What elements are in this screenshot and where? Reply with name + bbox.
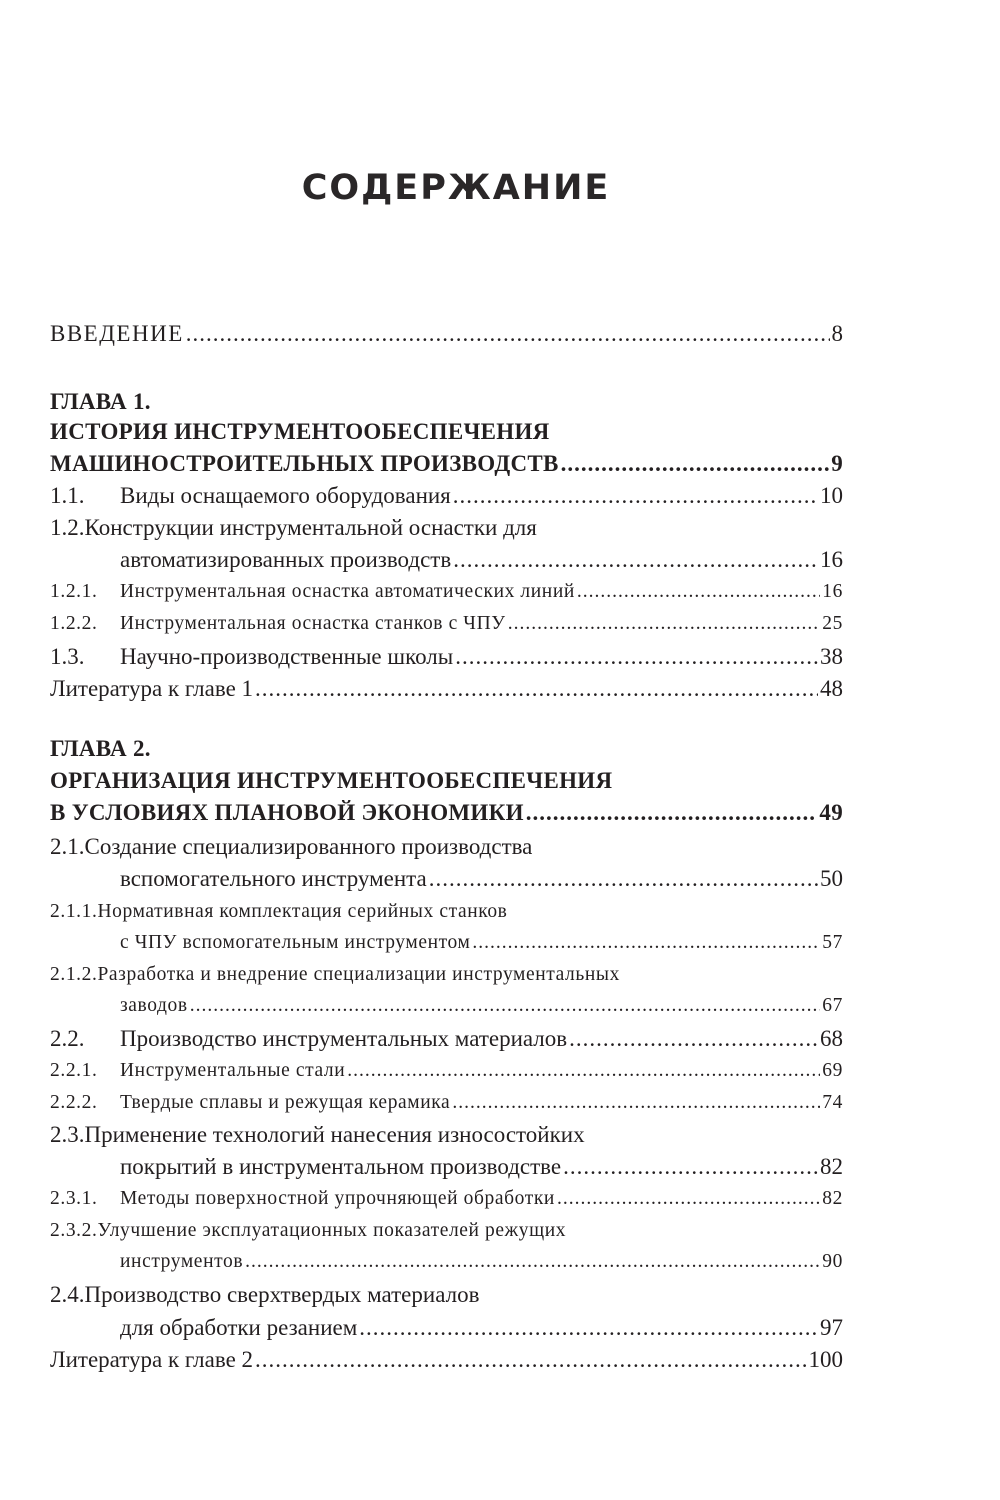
section-title: заводов [120, 995, 188, 1016]
section-title: для обработки резанием [120, 1315, 358, 1340]
chapter-title: ИСТОРИЯ ИНСТРУМЕНТООБЕСПЕЧЕНИЯ [50, 419, 550, 444]
section-title: Твердые сплавы и режущая керамика [120, 1092, 451, 1113]
section-number: 2.2.2. [50, 1092, 98, 1113]
section-title: Улучшение эксплуатационных показателей режущих [97, 1220, 567, 1241]
toc-entry-page: 38 [820, 644, 843, 669]
leader-dots [255, 1348, 806, 1371]
leader-dots [455, 645, 818, 668]
section-title: Нормативная комплектация серийных станков [97, 901, 508, 922]
toc-entry-page: 16 [820, 547, 843, 572]
chapter-title-line [50, 801, 843, 824]
toc-entry-page: 8 [831, 321, 843, 346]
toc-entry-label: ВВЕДЕНИЕ [50, 321, 184, 346]
chapter-heading: ГЛАВА 1. [50, 389, 151, 414]
chapter-title: В УСЛОВИЯХ ПЛАНОВОЙ ЭКОНОМИКИ [50, 800, 524, 825]
toc-entry [50, 902, 507, 922]
section-title: Конструкции инструментальной оснастки для [84, 515, 537, 540]
section-title: Виды оснащаемого оборудования [120, 483, 451, 508]
toc-entry [50, 614, 843, 634]
section-title: покрытий в инструментальном производстве [120, 1154, 562, 1179]
toc-entry-page: 10 [820, 483, 843, 508]
leader-dots [508, 614, 821, 634]
section-title: Инструментальные стали [120, 1060, 346, 1081]
leader-dots [245, 1252, 820, 1272]
toc-entry [50, 1027, 843, 1050]
section-title: вспомогательного инструмента [120, 866, 427, 891]
leader-dots [561, 452, 830, 475]
toc-entry-continuation [120, 933, 843, 953]
toc-entry [50, 1061, 843, 1081]
leader-dots [569, 1027, 818, 1050]
section-title: Научно-производственные школы [120, 644, 454, 669]
toc-entry-page: 82 [820, 1154, 843, 1179]
leader-dots [577, 582, 820, 602]
toc-entry-page: 16 [822, 581, 843, 602]
leader-dots [563, 1155, 818, 1178]
section-number: 2.3. [50, 1122, 85, 1147]
leader-dots [453, 484, 818, 507]
toc-entry-page: 49 [819, 800, 843, 825]
toc-entry [50, 965, 620, 985]
section-number: 2.1.1. [50, 901, 98, 922]
leader-dots [429, 867, 818, 890]
section-number: 1.3. [50, 644, 85, 669]
leader-dots [359, 1316, 818, 1339]
toc-entry [50, 484, 843, 507]
section-number: 1.1. [50, 483, 85, 508]
section-number: 1.2. [50, 515, 85, 540]
section-title: Производство инструментальных материалов [120, 1026, 568, 1051]
section-title: с ЧПУ вспомогательным инструментом [120, 932, 471, 953]
toc-entry-continuation [120, 1155, 843, 1178]
section-number: 2.3.1. [50, 1188, 98, 1209]
section-number: 1.2.1. [50, 581, 98, 602]
leader-dots [186, 322, 830, 345]
toc-entry-continuation [120, 548, 843, 571]
toc-entry [50, 1093, 843, 1113]
toc-entry-page: 74 [822, 1092, 843, 1113]
section-title: Инструментальная оснастка станков с ЧПУ [120, 613, 506, 634]
toc-entry-page: 69 [822, 1060, 843, 1081]
toc-entry-literature [50, 677, 843, 700]
toc-entry-page: 97 [820, 1315, 843, 1340]
toc-entry-page: 82 [822, 1188, 843, 1209]
toc-entry [50, 582, 843, 602]
chapter-title: МАШИНОСТРОИТЕЛЬНЫХ ПРОИЗВОДСТВ [50, 451, 559, 476]
toc-entry-continuation [120, 867, 843, 890]
page-title: СОДЕРЖАНИЕ [301, 168, 611, 208]
section-title: Производство сверхтвердых материалов [84, 1282, 480, 1307]
toc-entry-page: 57 [822, 932, 843, 953]
toc-entry-literature [50, 1348, 843, 1371]
toc-entry-page: 9 [831, 451, 843, 476]
section-title: автоматизированных производств [120, 547, 452, 572]
section-number: 2.3.2. [50, 1220, 98, 1241]
section-title: Инструментальная оснастка автоматических линий [120, 581, 575, 602]
leader-dots [347, 1061, 820, 1081]
toc-entry [50, 1189, 843, 1209]
toc-entry-page: 48 [820, 676, 843, 701]
toc-entry-page: 67 [822, 995, 843, 1016]
leader-dots [255, 677, 818, 700]
section-title: Разработка и внедрение специализации инструментальных [97, 964, 620, 985]
toc-entry-page: 90 [822, 1251, 843, 1272]
leader-dots [526, 801, 818, 824]
section-title: Литература к главе 1 [50, 676, 254, 701]
toc-entry [50, 516, 537, 539]
leader-dots [557, 1189, 820, 1209]
section-number: 2.2.1. [50, 1060, 98, 1081]
section-title: инструментов [120, 1251, 244, 1272]
chapter-title-line [50, 452, 843, 475]
leader-dots [190, 996, 821, 1016]
toc-entry [50, 1123, 585, 1146]
section-number: 1.2.2. [50, 613, 98, 634]
toc-entry-continuation [120, 1252, 843, 1272]
section-number: 2.1.2. [50, 964, 98, 985]
leader-dots [452, 1093, 820, 1113]
section-title: Применение технологий нанесения износостойких [84, 1122, 585, 1147]
toc-entry-page: 25 [822, 613, 843, 634]
toc-entry [50, 645, 843, 668]
toc-entry-continuation [120, 996, 843, 1016]
section-number: 2.1. [50, 834, 85, 859]
toc-entry-page: 100 [808, 1347, 843, 1372]
toc-entry [50, 1221, 566, 1241]
toc-entry-intro [50, 322, 843, 345]
section-title: Литература к главе 2 [50, 1347, 254, 1372]
section-title: Методы поверхностной упрочняющей обработки [120, 1188, 555, 1209]
section-title: Создание специализированного производства [84, 834, 533, 859]
chapter-title: ОРГАНИЗАЦИЯ ИНСТРУМЕНТООБЕСПЕЧЕНИЯ [50, 768, 613, 793]
leader-dots [453, 548, 818, 571]
leader-dots [472, 933, 820, 953]
section-number: 2.4. [50, 1282, 85, 1307]
toc-entry-continuation [120, 1316, 843, 1339]
section-number: 2.2. [50, 1026, 85, 1051]
toc-entry [50, 1283, 479, 1306]
chapter-heading: ГЛАВА 2. [50, 736, 151, 761]
toc-entry-page: 68 [820, 1026, 843, 1051]
toc-entry [50, 835, 532, 858]
toc-entry-page: 50 [820, 866, 843, 891]
